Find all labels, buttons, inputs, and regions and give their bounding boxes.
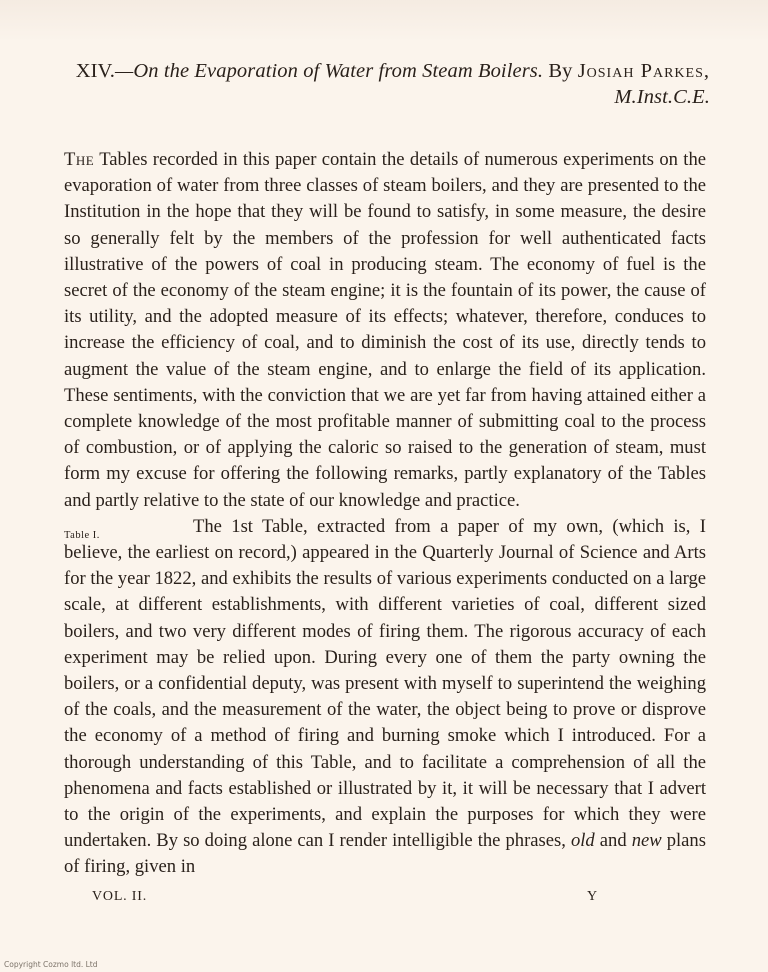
paragraph-2-end: plans of firing, given in (64, 830, 706, 878)
author-name: Josiah Parkes, (577, 60, 710, 82)
show-through-from-previous-page (0, 0, 768, 42)
title-text: —On the Evaporation of Water from Steam Boilers. (115, 60, 544, 82)
copyright-notice: Copyright Cozmo ltd. Ltd (4, 960, 98, 969)
author-credentials: M.Inst.C.E. (614, 86, 710, 108)
paragraph-2-text: The 1st Table, extracted from a paper of my own, (which is, I believe, the earliest on record,) appeared in the Quarterly Journal of Science and Arts for the year 1822, and exhibits the results of various experiments conducted on a large scale, at different establishments, with different varieties of coal, different sized boilers, and two very different modes of firing them. The rigorous accuracy of each experiment may be relied upon. During every one of them the party owning the boilers, or a confidential deputy, was present with myself to superintend the weighing of the coals, and the measurement of the water, the object being to prove or disprove the economy of a method of firing and burning smoke which I introduced. For a thorough understanding of this Table, and to facilitate a comprehension of all the phenomena and facts established or illustrated by it, it will be necessary that I advert to the origin of the experiments, and explain the purposes for which they were undertaken. By so doing alone can I render intelligible the phrases, (64, 515, 706, 852)
word-and: and (599, 830, 627, 852)
word-new: new (631, 830, 662, 852)
byline: By (548, 60, 573, 82)
opening-word: The (64, 149, 95, 170)
volume-label: VOL. II. (92, 889, 147, 904)
article-body (64, 147, 706, 881)
margin-note-table-i: Table I. (64, 530, 100, 541)
article-title (60, 58, 710, 110)
paragraph-1 (64, 147, 706, 514)
paragraph-2 (64, 514, 706, 881)
signature-mark: Y (587, 889, 598, 904)
paragraph-1-text: Tables recorded in this paper contain the details of numerous experiments on the evaporation of water from three classes of steam boilers, and they are presented to the Institution in the hope that they will be found to satisfy, in some measure, the desire so generally felt by the members of the profession for well authenticated facts illustrative of the powers of coal in producing steam. The economy of fuel is the secret of the economy of the steam engine; it is the fountain of its power, the cause of its utility, and the adopted measure of its effects; whatever, therefore, conduces to increase the efficiency of coal, and to diminish the cost of its use, directly tends to augment the value of the steam engine, and to enlarge the field of its application. These sentiments, with the conviction that we are yet far from having attained either a complete knowledge of the most profitable manner of submitting coal to the process of combustion, or of applying the caloric so raised to the generation of steam, must form my excuse for offering the following remarks, partly explanatory of the Tables and partly relative to the state of our knowledge and practice. (64, 149, 706, 511)
article-number: XIV. (75, 60, 116, 82)
word-old: old (570, 830, 595, 852)
